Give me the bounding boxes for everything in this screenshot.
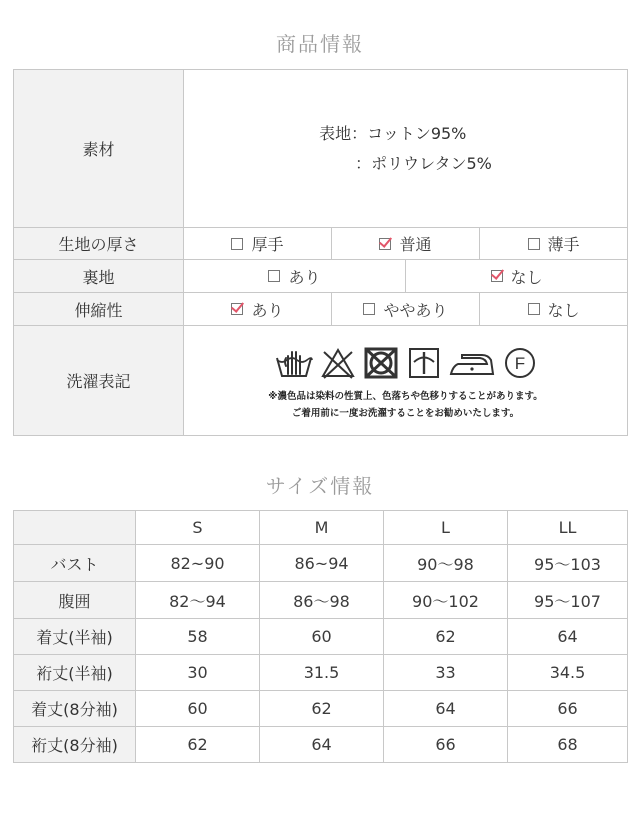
option-label: あり (288, 267, 321, 287)
table-cell: 82~90 (136, 545, 260, 582)
option-label: 普通 (399, 235, 432, 254)
washing-note (184, 388, 627, 422)
thickness-option-thin (480, 228, 628, 260)
table-cell: 62 (384, 619, 508, 655)
option-label: なし (510, 267, 543, 287)
lining-label: 裏地 (14, 260, 184, 293)
size-header-m: M (260, 511, 384, 545)
checked-checkbox-icon (491, 270, 503, 282)
thickness-option-thick (184, 228, 332, 260)
table-cell: 86~94 (260, 545, 384, 582)
size-header-blank (14, 511, 136, 545)
material-line-1: 表地：コットン95% (319, 123, 467, 143)
row-label-waist: 腹囲 (14, 582, 136, 619)
iron-icon (448, 346, 496, 380)
washing-value (184, 326, 628, 436)
material-value (184, 70, 628, 228)
size-header-l: L (384, 511, 508, 545)
checkbox-icon (231, 238, 243, 250)
line-dry-icon (406, 346, 442, 380)
option-label: 厚手 (251, 235, 284, 254)
table-cell: 86〜98 (260, 582, 384, 619)
material-label: 素材 (14, 70, 184, 228)
table-cell: 82〜94 (136, 582, 260, 619)
table-cell: 64 (508, 619, 628, 655)
row-label-sleeve-8: 裄丈(8分袖) (14, 727, 136, 763)
thickness-option-normal (332, 228, 480, 260)
checkbox-icon (363, 303, 375, 315)
table-cell: 68 (508, 727, 628, 763)
row-label-length-8: 着丈(8分袖) (14, 691, 136, 727)
table-cell: 90〜98 (384, 545, 508, 582)
table-cell: 95〜107 (508, 582, 628, 619)
size-table (13, 510, 628, 763)
product-info-table (13, 69, 628, 436)
table-cell: 66 (384, 727, 508, 763)
checkbox-icon (268, 270, 280, 282)
checked-checkbox-icon (231, 303, 243, 315)
table-cell: 90〜102 (384, 582, 508, 619)
lining-option-yes (184, 260, 406, 293)
table-cell: 58 (136, 619, 260, 655)
dry-clean-f-icon (502, 346, 538, 380)
size-info-title: サイズ情報 (265, 474, 375, 498)
size-header-s: S (136, 511, 260, 545)
no-bleach-icon (320, 346, 356, 380)
row-label-length-short: 着丈(半袖) (14, 619, 136, 655)
no-tumble-dry-icon (362, 346, 400, 380)
table-cell: 31.5 (260, 655, 384, 691)
table-cell: 34.5 (508, 655, 628, 691)
option-label: 薄手 (547, 235, 580, 254)
option-label: ややあり (383, 300, 448, 320)
table-cell: 33 (384, 655, 508, 691)
checkbox-icon (528, 238, 540, 250)
row-label-bust: バスト (14, 545, 136, 582)
material-line-2: ：ポリウレタン5% (355, 153, 492, 173)
washing-label: 洗濯表記 (14, 326, 184, 436)
option-label: なし (547, 300, 580, 320)
table-cell: 64 (260, 727, 384, 763)
size-header-ll: LL (508, 511, 628, 545)
table-cell: 60 (260, 619, 384, 655)
table-cell: 62 (260, 691, 384, 727)
lining-option-no (406, 260, 628, 293)
row-label-sleeve-short: 裄丈(半袖) (14, 655, 136, 691)
table-cell: 66 (508, 691, 628, 727)
hand-wash-icon (274, 346, 314, 380)
table-cell: 60 (136, 691, 260, 727)
product-info-title: 商品情報 (276, 32, 364, 56)
stretch-option-no (480, 293, 628, 326)
stretch-option-somewhat (332, 293, 480, 326)
table-cell: 62 (136, 727, 260, 763)
washing-note-line-1: ※濃色品は染料の性質上、色落ちや色移りすることがあります。 (268, 390, 543, 402)
washing-symbols (184, 346, 627, 380)
svg-text:F: F (514, 353, 525, 373)
option-label: あり (251, 300, 284, 320)
table-cell: 95〜103 (508, 545, 628, 582)
washing-note-line-2: ご着用前に一度お洗濯することをお勧めいたします。 (291, 407, 520, 419)
thickness-label: 生地の厚さ (14, 228, 184, 260)
stretch-option-yes (184, 293, 332, 326)
checkbox-icon (528, 303, 540, 315)
checked-checkbox-icon (379, 238, 391, 250)
table-cell: 64 (384, 691, 508, 727)
stretch-label: 伸縮性 (14, 293, 184, 326)
table-cell: 30 (136, 655, 260, 691)
